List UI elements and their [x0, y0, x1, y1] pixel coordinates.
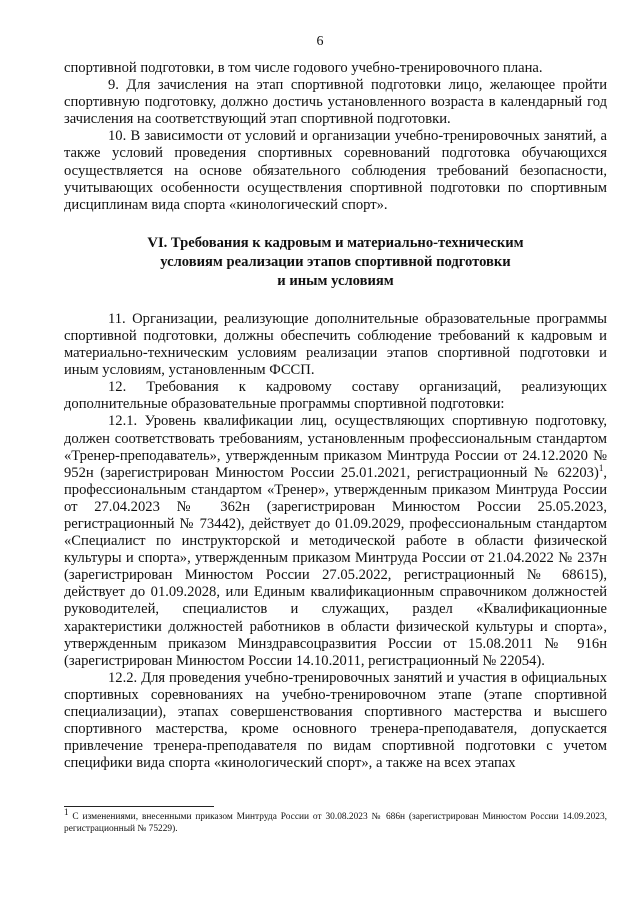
footnote: [64, 806, 607, 835]
paragraph-12-2: 12.2. Для проведения учебно-тренировочных занятий и участия в официальных спортивных соревнованиях на учебно-тренировочном этапе (этапе спортивной специализации), этапах совершенствования спортивного мастерства и высшего спортивного мастерства, кроме основного тренера-преподавателя, допускается привлечение тренера-преподавателя по видам спортивной подготовки с учетом специфики вида спорта «кинологический спорт», а также на всех этапах: [64, 669, 607, 772]
paragraph-9: 9. Для зачисления на этап спортивной подготовки лицо, желающее пройти спортивную подготовку, должно достичь установленного возраста в календарный год зачисления на соответствующий этап спортивной подготовки.: [64, 77, 607, 128]
footnote-text: С изменениями, внесенными приказом Минтруда России от 30.08.2023 № 686н (зарегистрирован Минюстом России 14.09.2023, регистрационный № 75229).: [64, 812, 607, 834]
document-body: [64, 60, 607, 772]
section-heading-line1: VI. Требования к кадровым и материально-техническим: [147, 234, 524, 251]
paragraph-12-1-text-a: 12.1. Уровень квалификации лиц, осуществляющих спортивную подготовку, должен соответствовать требованиям, установленным профессиональным стандартом «Тренер-преподаватель», утвержденным приказом Минтруда России от 24.12.2020 № 952н (зарегистрирован Минюстом России 25.01.2021, регистрационный № 62203): [64, 413, 607, 481]
section-heading: [84, 234, 587, 291]
page-number: 6: [316, 34, 324, 49]
section-heading-line3: и иным условиям: [277, 272, 394, 289]
footnote-reference[interactable]: 1: [598, 462, 604, 473]
paragraph-10: 10. В зависимости от условий и организации учебно-тренировочных занятий, а также условий проведения спортивных соревнований подготовка обучающихся осуществляется на основе обязательного соблюдения требований безопасности, учитывающих особенности осуществления спортивной подготовки по спортивным дисциплинам вида спорта «кинологический спорт».: [64, 128, 607, 213]
paragraph-11: 11. Организации, реализующие дополнительные образовательные программы спортивной подготовки, должны обеспечить соблюдение требований к кадровым и материально-техническим условиям реализации этапов спортивной подготовки и иным условиям, установленным ФССП.: [64, 310, 607, 379]
footnote-marker: 1: [64, 806, 69, 817]
paragraph-continuation: спортивной подготовки, в том числе годового учебно-тренировочного плана.: [64, 60, 543, 76]
footnote-divider: [64, 806, 214, 807]
paragraph-12: 12. Требования к кадровому составу организаций, реализующих дополнительные образовательные программы спортивной подготовки:: [64, 379, 607, 413]
paragraph-12-1-text-b: , профессиональным стандартом «Тренер», утвержденным приказом Минтруда России от 27.04.2023 № 362н (зарегистрирован Минюстом России 25.05.2023, регистрационный № 73442), действует до 01.09.2029, профессиональным стандартом «Специалист по инструкторской и методической работе в области физической культуры и спорта», утвержденным приказом Минтруда России от 21.04.2022 № 237н (зарегистрирован Минюстом России 27.05.2022, регистрационный № 68615), действует до 01.09.2028, или Единым квалификационным справочником должностей руководителей, специалистов и служащих, раздел «Квалификационные характеристики должностей работников в области физической культуры и спорта», утвержденным приказом Минздравсоцразвития России от 15.08.2011 № 916н (зарегистрирован Минюстом России 14.10.2011, регистрационный № 22054).: [64, 464, 607, 669]
paragraph-12-1: [64, 413, 607, 669]
section-heading-line2: условиям реализации этапов спортивной подготовки: [160, 253, 511, 270]
